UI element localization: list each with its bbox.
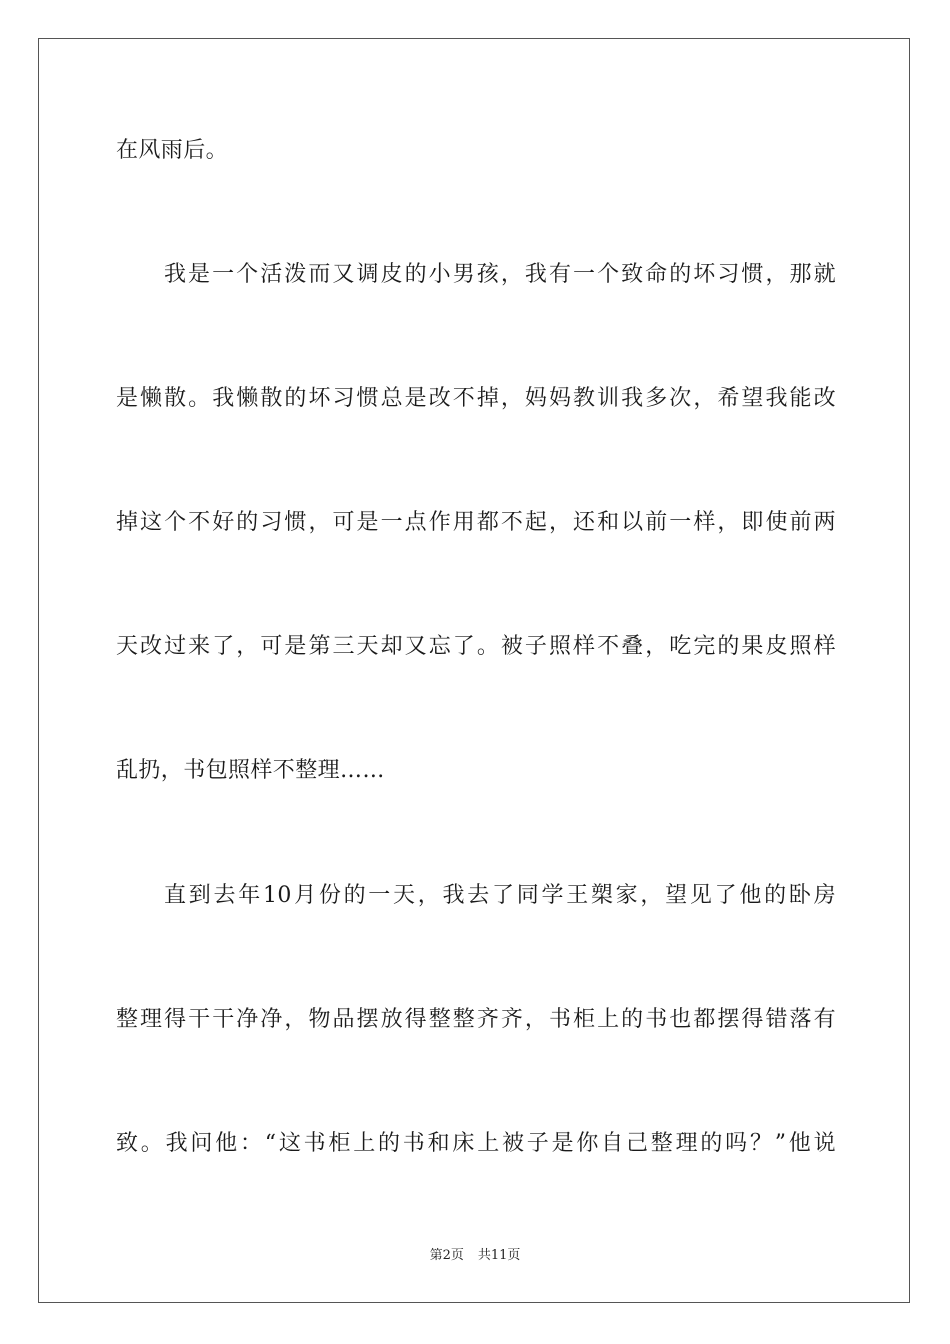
page-number: 第2页 [429, 1248, 464, 1263]
text-line-2: 我是一个活泼而又调皮的小男孩，我有一个致命的坏习惯，那就 [164, 262, 836, 287]
text-line-5: 天改过来了，可是第三天却又忘了。被子照样不叠，吃完的果皮照样 [116, 634, 836, 659]
text-line-6: 乱扔，书包照样不整理…… [116, 758, 385, 783]
text-line-3: 是懒散。我懒散的坏习惯总是改不掉，妈妈教训我多次，希望我能改 [116, 386, 836, 411]
text-line-1: 在风雨后。 [116, 138, 229, 163]
text-line-4: 掉这个不好的习惯，可是一点作用都不起，还和以前一样，即使前两 [116, 510, 836, 535]
text-line-8: 整理得干干净净，物品摆放得整整齐齐，书柜上的书也都摆得错落有 [116, 1007, 836, 1032]
page-total: 共11页 [477, 1248, 521, 1263]
text-line-7: 直到去年10月份的一天，我去了同学王槊家，望见了他的卧房 [164, 883, 836, 908]
text-line-9: 致。我问他：“这书柜上的书和床上被子是你自己整理的吗？”他说 [116, 1131, 836, 1156]
page-border [38, 38, 910, 1303]
page-footer [0, 1248, 950, 1264]
